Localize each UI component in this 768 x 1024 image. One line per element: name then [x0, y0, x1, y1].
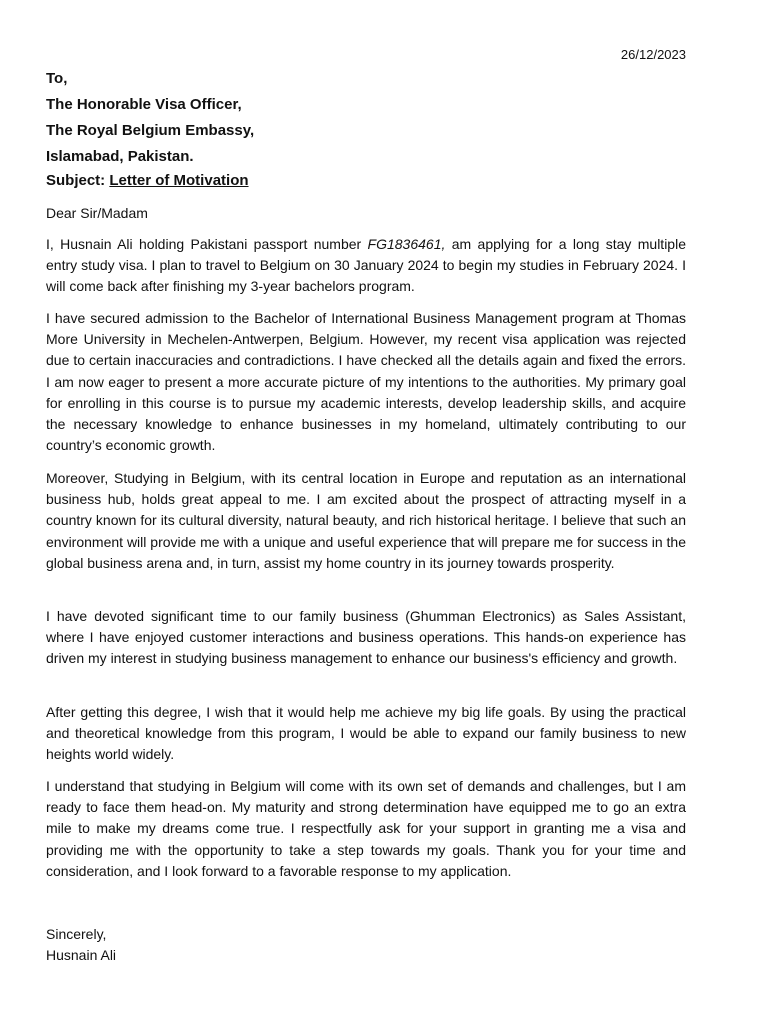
paragraph-admission: I have secured admission to the Bachelor of International Business Management program at Thomas More University in Mechelen-Antwerpen, Belgium. However, my recent visa application was rejected due to certain inaccuracies and contradictions. I have checked all the details again and fixed the errors. I am now eager to present a more accurate picture of my intentions to the authorities. My primary goal for enrolling in this course is to pursue my academic interests, develop leadership skills, and acquire the necessary knowledge to enhance businesses in my homeland, ultimately contributing to our country’s economic growth.: [46, 310, 686, 454]
intro-text-before: I, Husnain Ali holding Pakistani passport number: [46, 236, 368, 252]
recipient-salutation: To,: [46, 70, 68, 87]
greeting: Dear Sir/Madam: [46, 205, 148, 221]
paragraph-conclusion: I understand that studying in Belgium will come with its own set of demands and challenges, but I am ready to face them head-on. My maturity and strong determination have equipped me to go an extra mile to make my dreams come true. I respectfully ask for your support in granting me a visa and providing me with the opportunity to take a step towards my goals. Thank you for your time and consideration, and I look forward to a favorable response to my application.: [46, 778, 686, 879]
paragraph-experience: I have devoted significant time to our family business (Ghumman Electronics) as Sales Assistant, where I have enjoyed customer interactions and business operations. This hands-on experience has driven my interest in studying business management to enhance our business's efficiency and growth.: [46, 608, 686, 667]
subject-label: Subject:: [46, 172, 106, 189]
signature-name: Husnain Ali: [46, 947, 117, 963]
recipient-location: Islamabad, Pakistan.: [46, 148, 194, 165]
recipient-block: [46, 66, 686, 170]
recipient-title: The Honorable Visa Officer,: [46, 96, 242, 113]
passport-number: FG1836461,: [367, 236, 446, 252]
paragraph-belgium: Moreover, Studying in Belgium, with its central location in Europe and reputation as an international business hub, holds great appeal to me. I am excited about the prospect of attracting myself in a country known for its cultural diversity, natural beauty, and rich historical heritage. I believe that such an environment will provide me with a unique and useful experience that will prepare me for success in the global business arena and, in turn, assist my home country in its journey towards prosperity.: [46, 470, 686, 571]
letter-date: 26/12/2023: [620, 47, 686, 62]
paragraph-goals: After getting this degree, I wish that it would help me achieve my big life goals. By using the practical and theoretical knowledge from this program, I would be able to expand our family business to new heights world widely.: [46, 704, 686, 763]
closing-block: [46, 924, 116, 966]
subject-line: [46, 170, 249, 192]
paragraph-intro: [46, 234, 686, 298]
subject-text: Letter of Motivation: [109, 172, 249, 189]
valediction: Sincerely,: [46, 926, 107, 942]
intro-text-after: am applying for a long stay multiple entry study visa. I plan to travel to Belgium on 30 January 2024 to begin my studies in February 2024. I will come back after finishing my 3-year bachelors program.: [46, 236, 686, 295]
recipient-organization: The Royal Belgium Embassy,: [46, 122, 255, 139]
